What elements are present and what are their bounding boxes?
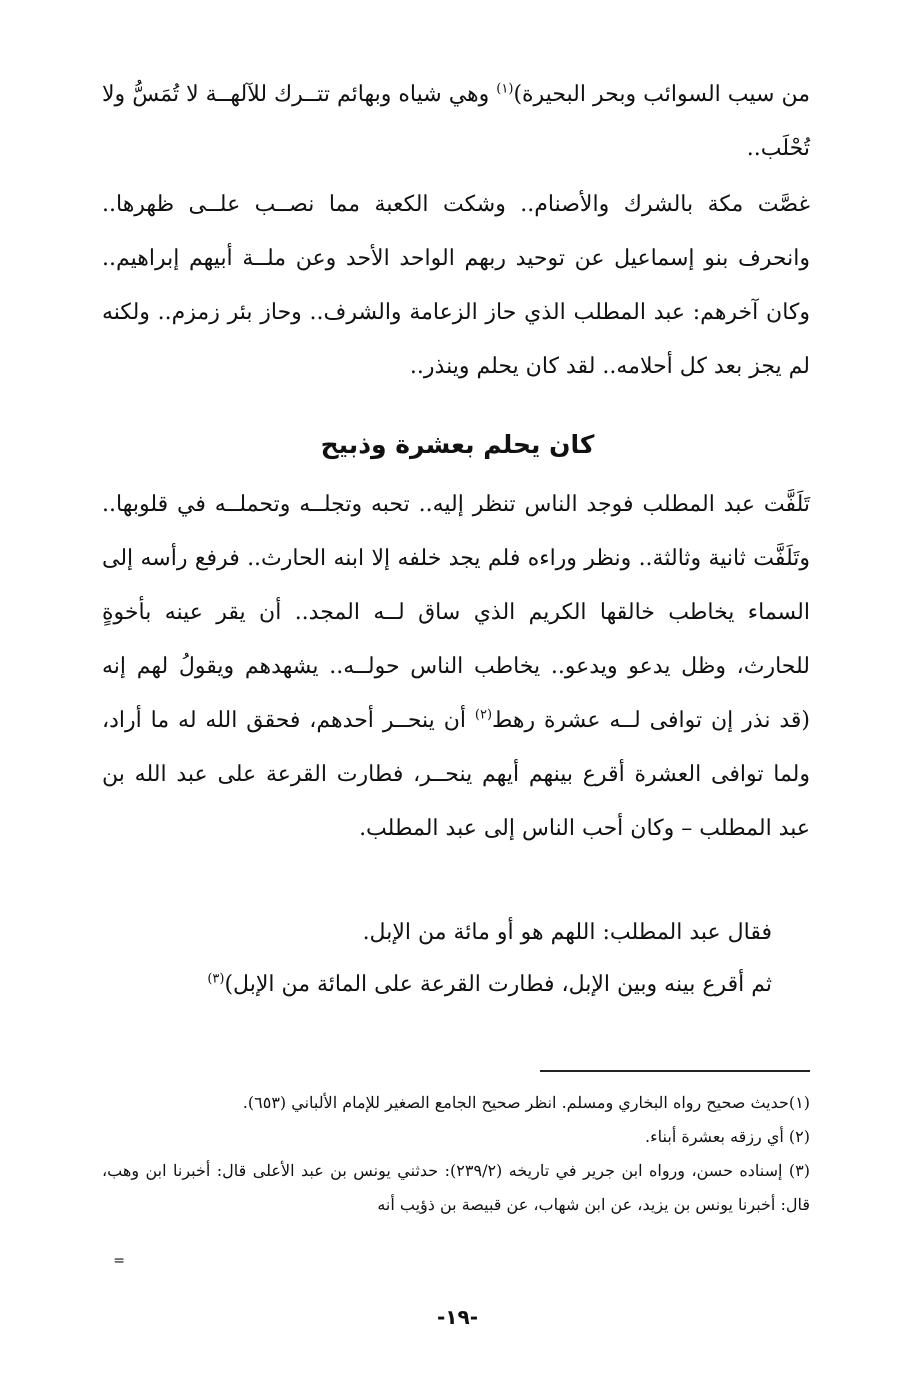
footnote-ref-2: (٢): [474, 707, 493, 723]
paragraph-text: وهي شياه وبهائم تتــرك للآلهــة لا تُمَسُّ ولا تُحْلَب..: [102, 82, 810, 161]
paragraph-text: تَلَفَّت عبد المطلب فوجد الناس تنظر إليه.. تحبه وتجلــه وتحملــه في قلوبها.. وتَلَفَّت ثانية وثالثة.. ونظر وراءه فلم يجد خلفه إلا ابنه الحارث.. فرفع رأسه إلى السماء يخاطب خالقها الكريم الذي ساق لــه المجد.. أن يقر عينه بأخوةٍ للحارث، وظل يدعو ويدعو.. يخاطب الناس حولــه.. يشهدهم ويقولُ لهم إنه (قد نذر إن توافى لــه عشرة رهط: [102, 492, 810, 733]
footnote-separator: [540, 1070, 810, 1072]
footnote-3: (٣) إسناده حسن، ورواه ابن جرير في تاريخه (٢٣٩/٢): حدثني يونس بن عبد الأعلى قال: أخبرنا ابن وهب، قال: أخبرنا يونس بن يزيد، عن ابن شهاب، عن قبيصة بن ذؤيب أنه: [102, 1161, 811, 1214]
paragraph-mecca-idols: غصَّت مكة بالشرك والأصنام.. وشكت الكعبة مما نصــب علــى ظهرها.. وانحرف بنو إسماعيل عن توحيد ربهم الواحد الأحد وعن ملــة أبيهم إبراهيم.. وكان آخرهم: عبد المطلب الذي حاز الزعامة والشرف.. وحاز بئر زمزم.. ولكنه لم يجز بعد كل أحلامه.. لقد كان يحلم وينذر..: [102, 192, 810, 379]
section-heading: كان يحلم بعشرة وذبيح: [320, 430, 595, 459]
paragraph-sawaib: [102, 68, 810, 176]
footnote-ref-3: (٣): [207, 971, 225, 987]
continuation-mark: =: [113, 1253, 125, 1269]
footnote-ref-1: (١): [496, 81, 514, 97]
footnote-1: (١)حديث صحيح رواه البخاري ومسلم. انظر صحيح الجامع الصغير للإمام الألباني (٦٥٣).: [242, 1093, 810, 1112]
paragraph-lots: [102, 958, 810, 1012]
footnotes: [102, 1086, 810, 1222]
page-number: -١٩-: [436, 1305, 479, 1329]
paragraph-text: ثم أقرع بينه وبين الإبل، فطارت القرعة على المائة من الإبل): [224, 972, 772, 997]
paragraph-text: من سيب السوائب وبحر البحيرة): [513, 82, 811, 107]
paragraph-prayer: فقال عبد المطلب: اللهم هو أو مائة من الإبل.: [362, 920, 772, 945]
paragraph-abd-al-muttalib-vow: [102, 478, 810, 856]
footnote-2: (٢) أي رزقه بعشرة أبناء.: [645, 1127, 810, 1146]
paragraph-text: أن ينحــر أحدهم، فحقق الله له ما أراد، ولما توافى العشرة أقرع بينهم أيهم ينحــر، فطارت القرعة على عبد الله بن عبد المطلب – وكان أحب الناس إلى عبد المطلب.: [102, 708, 810, 841]
